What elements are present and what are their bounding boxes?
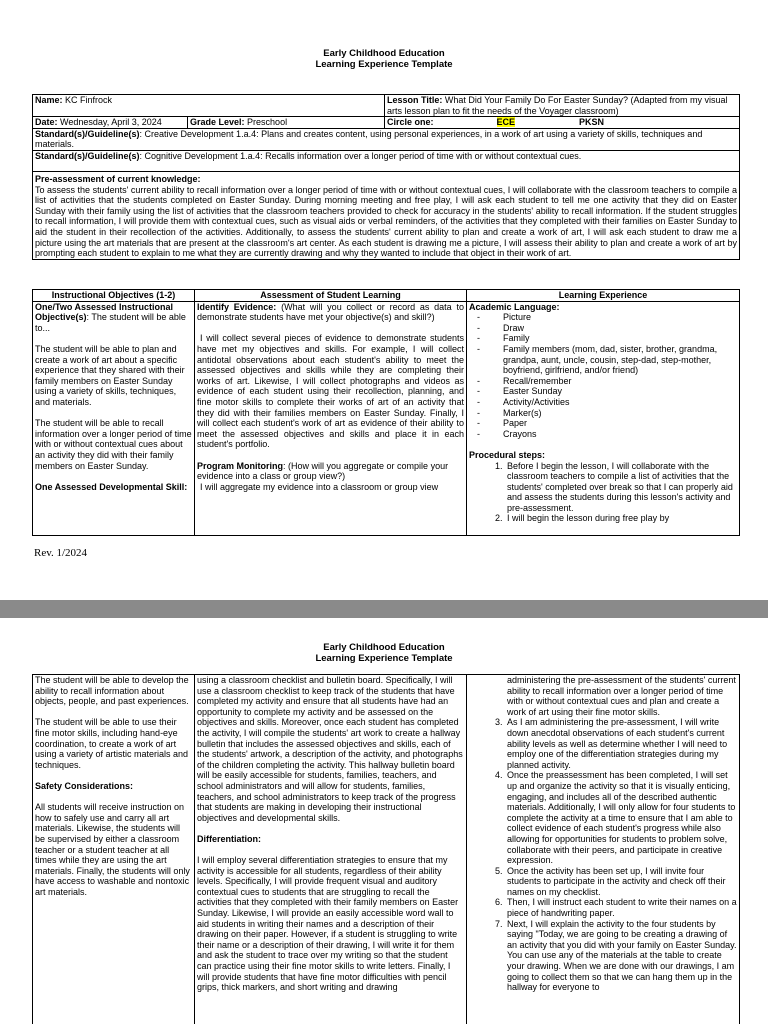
objective-fine-motor: The student will be able to use their fine motor skills, including hand-eye coordination, to create a work of art using a variety of artistic materials and techniques. [35,717,189,770]
header-line-1: Early Childhood Education [323,48,445,59]
objectives-heading: One/Two Assessed Instructional Objective(s) [35,301,174,323]
step-2-continued: administering the pre-assessment of the students' current ability to recall information over a longer period of time with or without contextual cues and plan and create a work of art using their fine motor skills. [507,675,736,717]
name-value: KC Finfrock [65,95,113,105]
procedural-step: 4. Once the preassessment has been completed, I will set up and organize the activity so that it is visually enticing, engaging, and includes all of the described authentic materials. Additionally, I will only allow for four students to complete the activity at a time to ensure that I am able to collect evidence of each student's progress while also allowing for opportunities for students to problem solve, collaborate with their peers, and participate in creative expression. [505,770,737,865]
procedural-step: 7. Next, I will explain the activity to the four students by saying "Today, we are going to be creating a drawing of an activity that you did with your family on Easter Sunday. You can use any of the materials at the table to create your drawing. When we are done with our drawings, I am going to collect them so that we can hang them up in the hallway for everyone to [505,919,737,993]
evidence-text: I will collect several pieces of evidence to demonstrate students have met my objectives and skills. For example, I will collect antidotal observations about each student's ability to meet the assessed objectives and skills while they are completing their works of art. Likewise, I will collect photographs and videos as evidence of each student using their recollection, planning, and fine motor skills to complete their works of art of an activity that they did with their families members on Easter Sunday. Finally, I will collect each student's work of art as evidence of their ability to meet the assessed objectives and skills and place it in each student's portfolio. [197,333,464,450]
objective-recall: The student will be able to develop the ability to recall information about objects, people, and past experiences. [35,675,189,707]
objective-1: The student will be able to plan and create a work of art about a specific experience that they shared with their family members on Easter Sunday using a variety of skills, techniques, and materials. [35,343,185,407]
procedural-step: 6. Then, I will instruct each student to write their names on a piece of handwriting paper. [505,897,737,918]
name-cell: Name: KC Finfrock [33,95,385,117]
vocab-item: - Activity/Activities [475,397,737,408]
assessment-cell-p2 [195,675,467,1024]
objective-2: The student will be able to recall information over a longer period of time with or without contextual cues about an activity they did with their family members on Easter Sunday. [35,418,192,471]
procedural-steps-label: Procedural steps: [469,449,546,460]
objectives-cell: One/Two Assessed Instructional Objective(s): The student will be able to... The student will be able to plan and create a work of art about a specific experience that they shared with their family members on Easter Sunday using a variety of skills, techniques, and materials. The student will be able to recall information over a longer period of time with or without contextual cues about an activity they did with their family members on Easter Sunday. One Assessed Developmental Skill: [33,301,195,535]
header-line-2: Learning Experience Template [315,653,453,664]
header-line-1: Early Childhood Education [323,642,445,653]
procedural-step: 2. I will begin the lesson during free play by [505,513,737,524]
column-header-assessment: Assessment of Student Learning [195,290,467,302]
circle-pksn: PKSN [579,117,605,128]
identify-evidence-label: Identify Evidence: [197,301,277,312]
preassessment-cell [33,171,740,259]
column-header-experience: Learning Experience [467,290,740,302]
vocab-item: - Family [475,333,737,344]
safety-heading: Safety Considerations: [35,780,134,791]
standard-2-cell: Standard(s)/Guideline(s): Cognitive Development 1.a.4: Recalls information over a longer period of time with or without contextual cues. [33,150,740,171]
objectives-cell-p2 [33,675,195,1024]
developmental-skill-heading: One Assessed Developmental Skill: [35,481,188,492]
vocab-item: - Draw [475,323,737,334]
differentiation-text: I will employ several differentiation strategies to ensure that my activity is accessible for all students, regardless of their ability levels. Specifically, I will provide frequent visual and auditory contextual cues to students that are struggling to recall the activities that they completed with their family members on Easter Sunday. Likewise, I will provide an easily accessible word wall to aid students in writing their names and a description of their drawing on their paper. However, if a student is struggling to write their name or a description of their drawing, I will write it for them and ask the student to trace over my writing so that the student can practice using their fine motor skills to write letters. Finally, I will provide students that have fine motor difficulties with pencil grips, thick markers, and short writing and drawing [197,855,459,993]
academic-language-label: Academic Language: [469,301,560,312]
lesson-title-cell: Lesson Title: What Did Your Family Do For Easter Sunday? (Adapted from my visual arts lesson plan to fit the needs of the Voyager classroom) [385,95,740,117]
experience-cell [467,301,740,535]
vocab-item: - Family members (mom, dad, sister, brother, grandma, grandpa, aunt, uncle, cousin, step-dad, step-mother, boyfriend, girlfriend, and/or friend) [475,344,737,376]
learning-plan-table-p2 [32,674,740,1024]
vocab-item: - Crayons [475,429,737,440]
lesson-info-table [32,94,740,260]
program-monitoring-label: Program Monitoring [197,460,283,471]
preassessment-title: Pre-assessment of current knowledge: [35,173,201,184]
vocab-item: - Recall/remember [475,376,737,387]
revision-note: Rev. 1/2024 [34,547,88,559]
document-header [0,48,768,70]
column-header-objectives: Instructional Objectives (1-2) [33,290,195,302]
assessment-cell: Identify Evidence: (What will you collect or record as data to demonstrate students have met your objective(s) and skill?) I will collect several pieces of evidence to demonstrate students have met my objectives and skills. For example, I will collect antidotal observations about each student's ability to meet the assessed objectives and skills while they are completing their works of art. Likewise, I will collect photographs and videos as evidence of each student using their recollection, planning, and fine motor skills to complete their works of art of an activity that they did with their families members on Easter Sunday. Finally, I will collect each student's work of art as evidence of their ability to meet the assessed objectives and skills and place it in each student's portfolio. Program Monitoring: (How will you aggregate or compile your evidence into a class or group view?) I will aggregate my evidence into a classroom or group view [195,301,467,535]
standard-1-cell: Standard(s)/Guideline(s): Creative Development 1.a.4: Plans and creates content, using personal experiences, in a work of art using a variety of skills, techniques and materials. [33,128,740,150]
document-page-2 [0,618,768,1024]
circle-ece: ECE [496,117,516,128]
vocab-item: - Easter Sunday [475,386,737,397]
monitoring-text: using a classroom checklist and bulletin board. Specifically, I will use a classroom checklist to keep track of the students that have completed my activity and ensure that all students have had an opportunity to complete my activity and be assessed on the objectives and skills. Moreover, once each student has completed the activity, I will compile the students' art work to create a hallway bulletin that includes the assessed objectives and skills, each of the students' artwork, a description of the activity, and photographs of the children completing the activity. This hallway bulletin board will be easily accessible for students, families, teachers, and school administrators and will allow for students, families, teachers, and school administrators to keep track of the progress that students are making in developing their instructional objectives and developmental skills. [197,675,463,823]
safety-text: All students will receive instruction on how to safely use and carry all art materials. Likewise, the students will be supervised by either a classroom teacher or a student teacher at all times while they are using the art materials. Finally, the students will only have access to washable and nontoxic art materials. [35,802,190,897]
date-cell: Date: Wednesday, April 3, 2024 [33,117,188,129]
monitoring-text-start: I will aggregate my evidence into a classroom or group view [200,481,439,492]
vocab-item: - Paper [475,418,737,429]
circle-one-cell: Circle one: ECE PKSN [385,117,740,129]
procedural-step: 5. Once the activity has been set up, I will invite four students to participate in the activity and check off their names on my checklist. [505,866,737,898]
experience-cell-p2 [467,675,740,1024]
grade-value: Preschool [247,117,288,128]
vocab-item: - Picture [475,312,737,323]
vocab-item: - Marker(s) [475,408,737,419]
procedural-steps-list-p2 [469,717,737,992]
procedural-step: 3. As I am administering the pre-assessment, I will write down anecdotal observations of each student's current ability levels as well as determine whether I will need to employ one of the differentiation strategies during my planned activity. [505,717,737,770]
date-value: Wednesday, April 3, 2024 [60,117,162,128]
procedural-step: 1. Before I begin the lesson, I will collaborate with the classroom teachers to compile a list of activities that the students' completed over break so that I can properly aid and assess the students during this lesson's activity and pre-assessment. [505,461,737,514]
differentiation-heading: Differentiation: [197,833,261,844]
vocabulary-list [469,312,737,439]
lesson-title-value: What Did Your Family Do For Easter Sunday? (Adapted from my visual arts lesson plan to fit the needs of the Voyager classroom) [387,95,728,116]
document-header-p2 [0,642,768,664]
header-line-2: Learning Experience Template [315,59,453,70]
preassessment-text: To assess the students' current ability to recall information over a longer period of time with or without contextual cues, I will collaborate with the classroom teachers to compile a list of activities that the students completed on Easter Sunday. During morning meeting and free play, I will ask each student to tell me one activity that they did on Easter Sunday with their family using the list of activities that the classroom teachers provided to check for accuracy in the students' ability to recall information. If the student struggles to recall information, I will provide them with contextual cues, such as visual aids or verbal reminders, of the activities that they completed with their families on Easter Sunday to aid the student in their recollection of the activities. Additionally, to assess the students' current ability to plan and create a work of art, I will ask each student to draw me a picture using the art materials that are present at the classroom's art center. As each student is drawing me a picture, I will assess their ability to plan and create a work of art by prompting each student to explain to me what they are currently drawing and why they wanted to include that object in their work of art. [35,184,738,259]
procedural-steps-list [469,461,737,525]
grade-cell: Grade Level: Preschool [188,117,385,129]
learning-plan-table-p1 [32,289,740,536]
